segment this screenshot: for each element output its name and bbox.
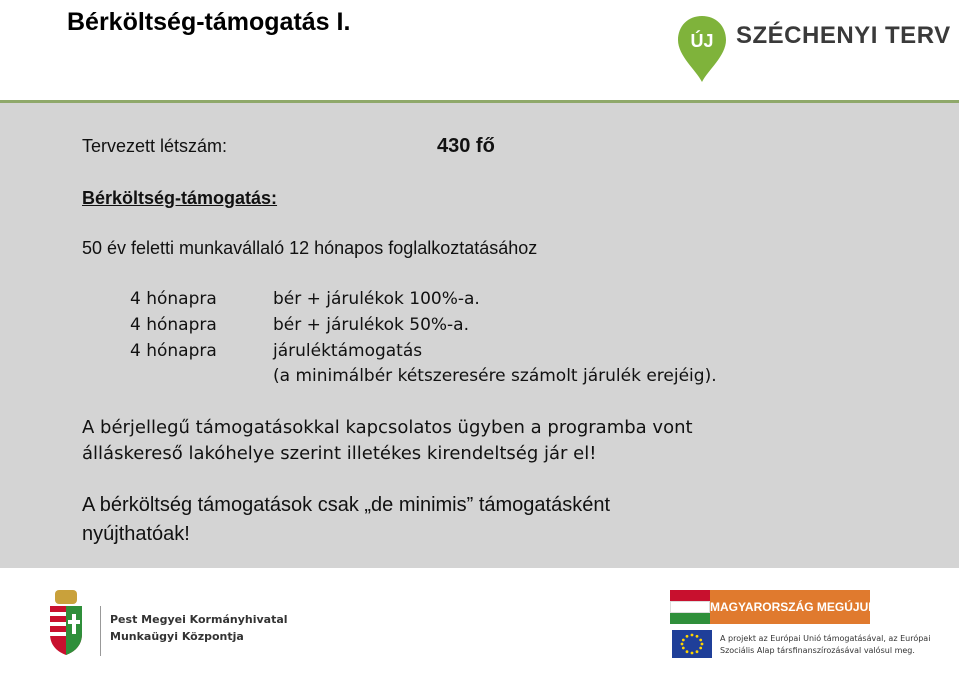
schedule-period: 4 hónapra <box>130 315 217 335</box>
footer <box>0 568 959 679</box>
coat-of-arms-icon <box>46 590 86 656</box>
logo-prefix: ÚJ <box>690 31 714 51</box>
schedule-desc: bér + járulékok 50%-a. <box>273 315 470 335</box>
notice-line-2: álláskereső lakóhelye szerint illetékes kirendeltség jár el! <box>82 443 597 464</box>
schedule-period: 4 hónapra <box>130 289 217 309</box>
deminimis-line-1: A bérköltség támogatások csak „de minimis” támogatásként <box>82 494 611 516</box>
schedule-desc: bér + járulékok 100%-a. <box>273 289 480 309</box>
office-line-1: Pest Megyei Kormányhivatal <box>110 613 288 626</box>
magyarorszag-megujul-banner <box>670 590 876 624</box>
logo-name: SZÉCHENYI TERV <box>736 22 951 49</box>
deminimis-line-2: nyújthatóak! <box>82 523 190 545</box>
notice-line-1: A bérjellegű támogatásokkal kapcsolatos ügyben a programba vont <box>82 417 693 438</box>
schedule-period: 4 hónapra <box>130 341 217 361</box>
szechenyi-terv-logo <box>676 10 951 82</box>
location-pin-icon <box>676 14 728 84</box>
divider <box>100 606 101 656</box>
flag-green-stripe <box>670 613 710 624</box>
intro-text: 50 év feletti munkavállaló 12 hónapos foglalkoztatásához <box>82 238 538 258</box>
page-title: Bérköltség-támogatás I. <box>67 8 351 36</box>
schedule-desc: járuléktámogatás <box>273 341 423 361</box>
subsidy-heading: Bérköltség-támogatás: <box>82 188 278 208</box>
flag-red-stripe <box>670 590 710 601</box>
eu-line-1: A projekt az Európai Unió támogatásával, az Európai <box>720 634 931 643</box>
flag-white-stripe <box>670 601 710 613</box>
schedule-note: (a minimálbér kétszeresére számolt járulék erejéig). <box>273 366 717 386</box>
headcount-value: 430 fő <box>437 135 495 157</box>
eu-flag-icon <box>672 630 712 658</box>
eu-line-2: Szociális Alap társfinanszírozásával valósul meg. <box>720 646 915 655</box>
office-line-2: Munkaügyi Központja <box>110 630 244 643</box>
banner-text: MAGYARORSZÁG MEGÚJUL <box>710 590 870 624</box>
headcount-label: Tervezett létszám: <box>82 136 228 156</box>
